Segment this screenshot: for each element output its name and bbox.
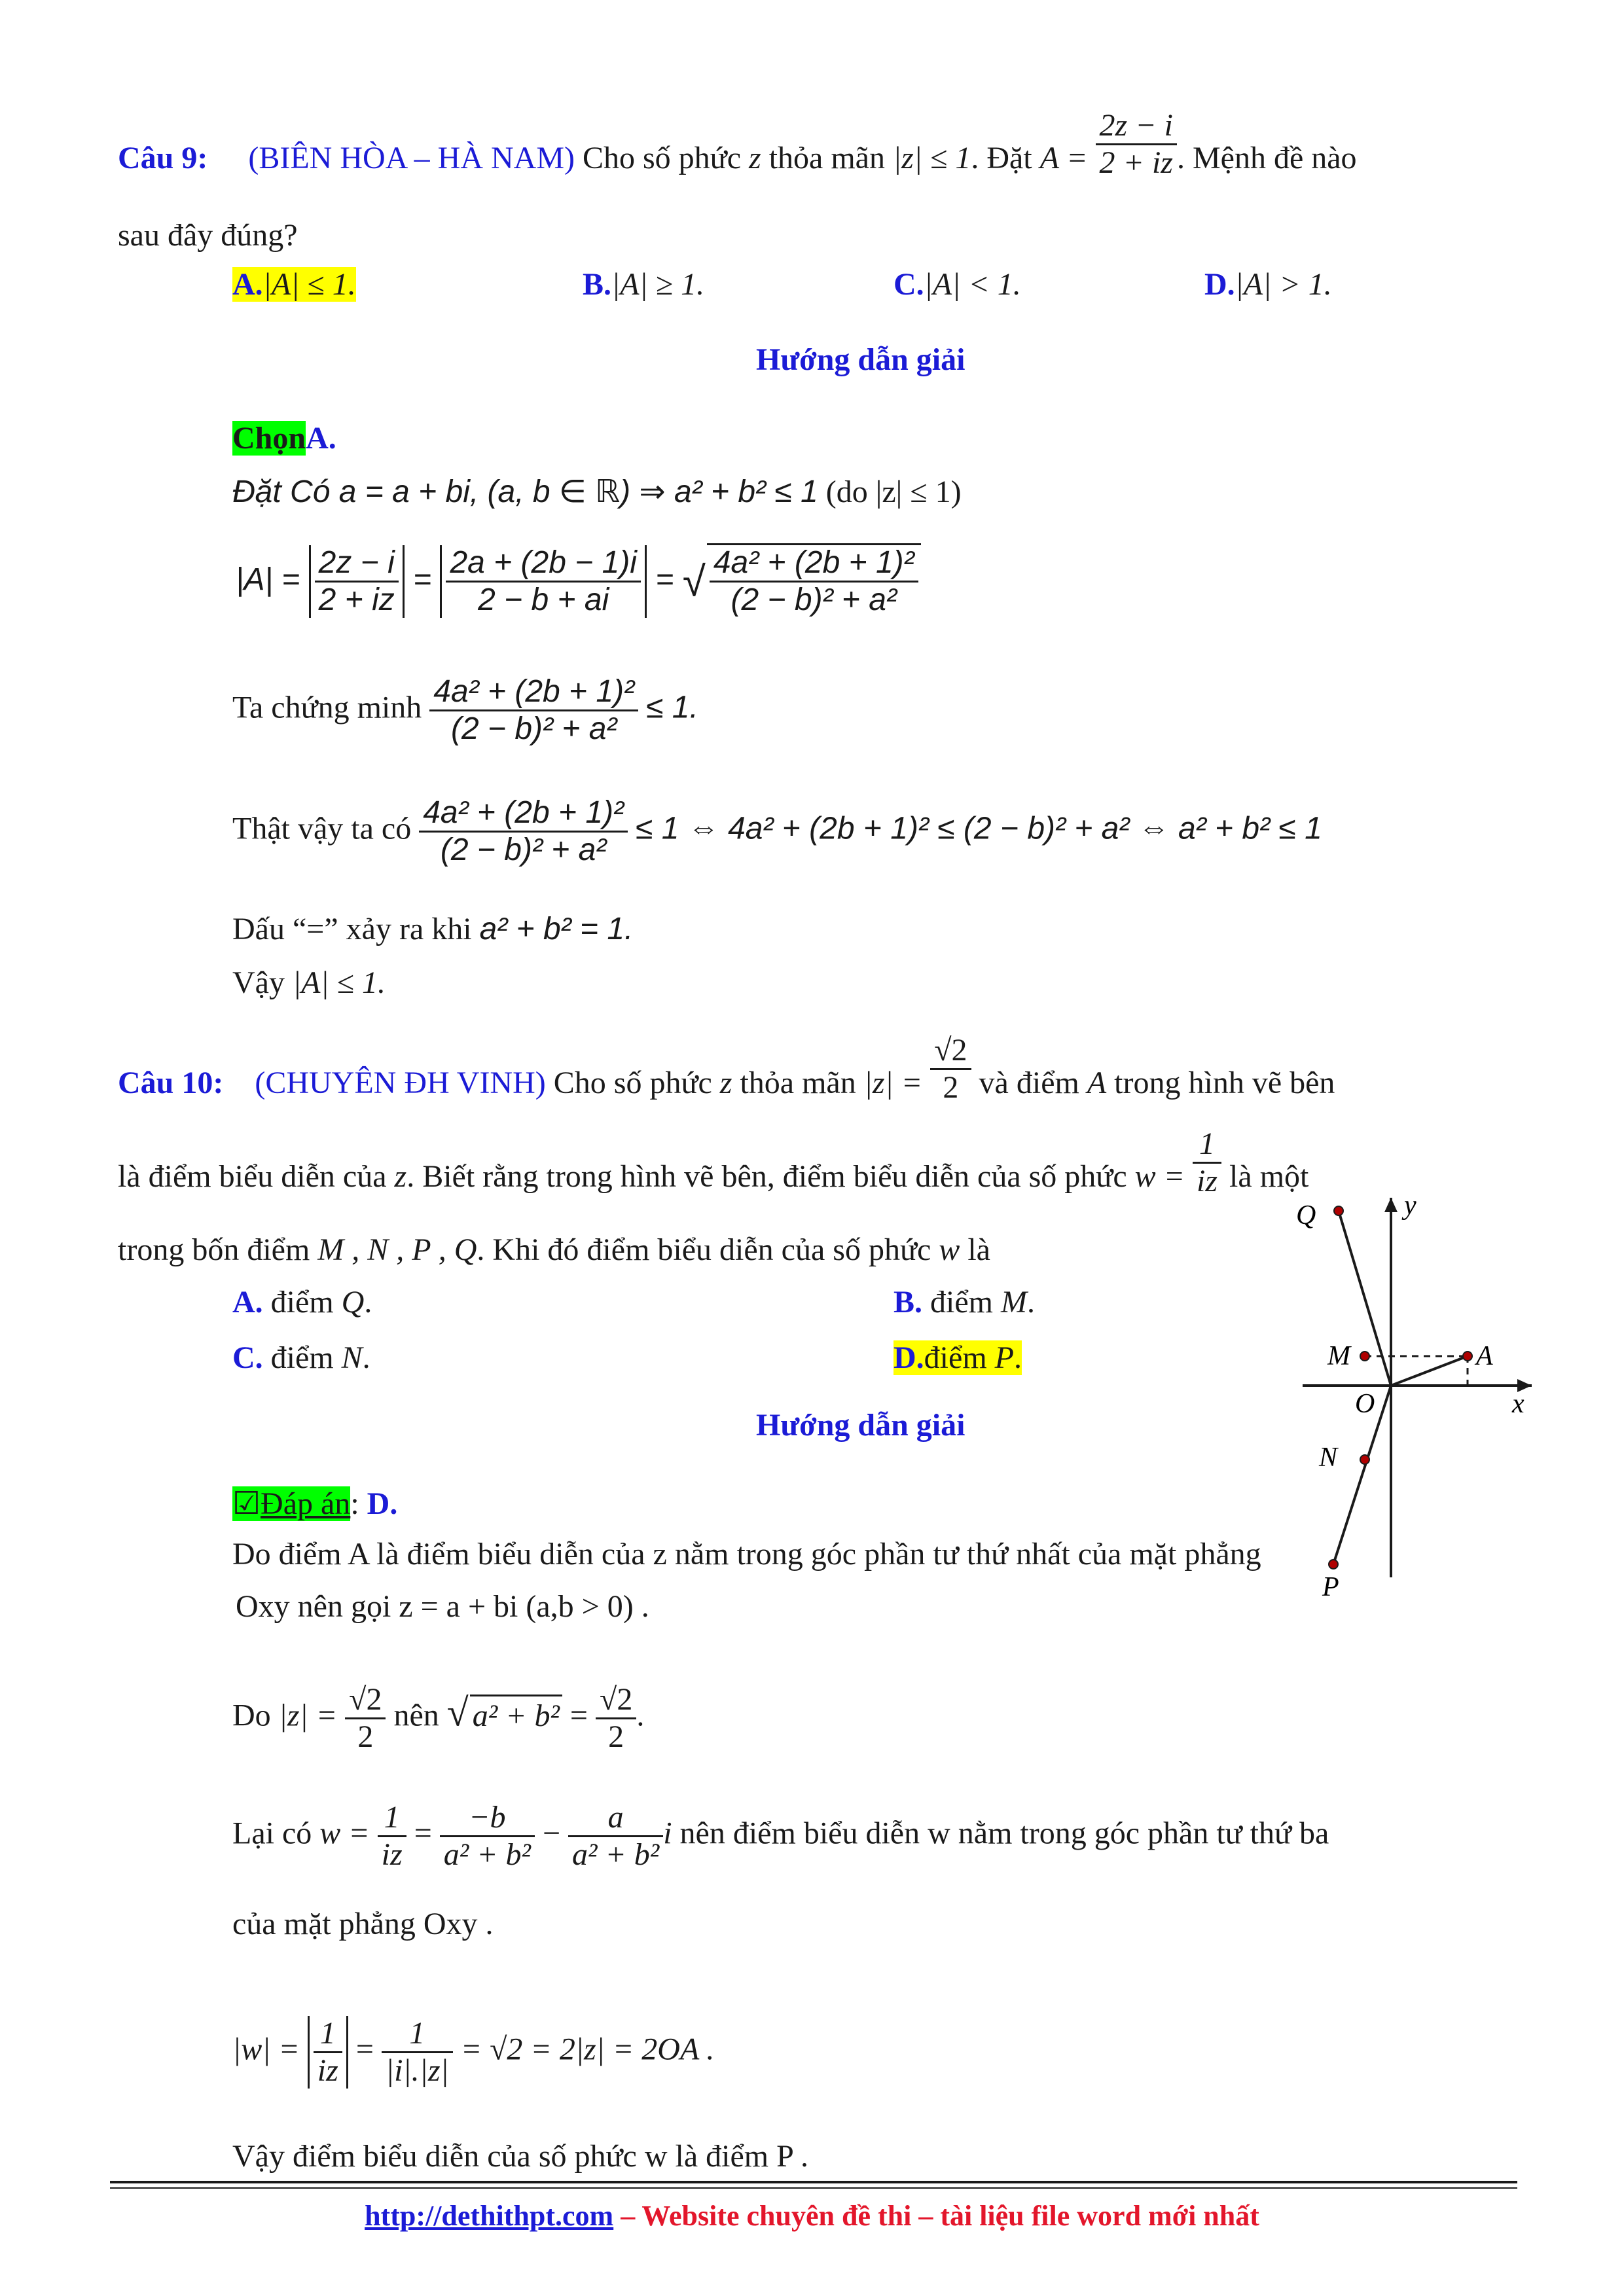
point-P [1329, 1560, 1338, 1569]
q9-line1 [118, 108, 1357, 181]
q9-text4: . Mệnh đề nào [1176, 141, 1357, 175]
checkbox-icon: ☑ [232, 1486, 261, 1521]
q10-sol-line1: Do điểm A là điểm biểu diễn của z nằm trong góc phần tư thứ nhất của mặt phẳng [232, 1537, 1261, 1571]
label-P: P [1322, 1572, 1339, 1602]
q9-label: Câu 9: [118, 141, 208, 175]
q10-sol-line1b: Oxy nên gọi z = a + bi (a,b > 0) . [236, 1589, 649, 1624]
q10-sol-line3c: của mặt phẳng Oxy . [232, 1907, 494, 1941]
q10-line3: trong bốn điểm M , N , P , Q. Khi đó điểm biểu diễn của số phức w là [118, 1232, 990, 1267]
q9-A-eq: A = [1039, 141, 1088, 175]
footer [0, 2199, 1624, 2233]
q9-sol-line4: Thật vậy ta có $\frac{\text{4a² + (2b + 1)²}}{\text{(2 − b)² + a²}}$ ≤ 1 ⇔ 4a² + (2b + 1)² ≤ (2 − b)² + a² ⇔ a² + b² ≤ 1 [232, 795, 1322, 867]
footer-text: – Website chuyên đề thi – tài liệu file word mới nhất [613, 2200, 1259, 2232]
q9-choose: ChọnA. [232, 421, 336, 456]
q10-option-c: C. điểm N. [232, 1340, 370, 1375]
label-x: x [1512, 1389, 1525, 1419]
q9-option-d: D.|A| > 1. [1204, 267, 1332, 302]
label-y: y [1404, 1191, 1416, 1221]
q9-option-b: B.|A| ≥ 1. [583, 267, 705, 302]
q9-sol-line6: Vậy |A| ≤ 1. [232, 965, 386, 1000]
footer-link[interactable]: http://dethithpt.com [365, 2200, 614, 2232]
q9-option-c: C.|A| < 1. [893, 267, 1021, 302]
q10-sol-line2: Do |z| = $\frac{√2}{2}$ nên √ a² + b² = $\frac{√2}{2}$ . [232, 1682, 645, 1754]
q9-fraction: $\frac{2z - i}{2 + iz}$ [1096, 108, 1177, 181]
q10-sol-line3: Lại có w = $\frac{1}{iz}$ = $\frac{-b}{\text{a² + b²}}$ − $\frac{a}{\text{a² + b²}}$ i nên điểm biểu diễn w nằm trong góc phần tư thứ ba [232, 1800, 1329, 1872]
label-Q: Q [1296, 1200, 1316, 1230]
q9-sol-line1: Đặt Có a = a + bi, (a, b ∈ ℝ) ⇒ a² + b² ≤ 1 (do |z| ≤ 1) [232, 475, 962, 509]
q9-option-a: A.|A| ≤ 1. [232, 267, 356, 302]
point-N [1360, 1455, 1369, 1464]
point-A [1463, 1352, 1472, 1361]
q9-z: z [749, 141, 761, 175]
label-M: M [1327, 1341, 1350, 1371]
q9-sol-line3: Ta chứng minh $\frac{\text{4a² + (2b + 1)²}}{\text{(2 − b)² + a²}}$ ≤ 1. [232, 674, 698, 746]
q10-option-d: D.điểm P. [893, 1340, 1022, 1375]
label-A: A [1476, 1341, 1493, 1371]
q10-option-b: B. điểm M. [893, 1285, 1035, 1319]
q9-sol-line2: |A| = $\frac{2z - i}{2 + iz}$ = $\frac{2a + (2b - 1)i}{2 - b + ai}$ = √ $\frac{\text{4a² + (2b + 1)²}}{\text{(2 − b)² + a²}}$ [236, 543, 921, 618]
q9-text3: . Đặt [971, 141, 1032, 175]
q10-answer: ☑Đáp án: D. [232, 1486, 398, 1521]
q9-text1: Cho số phức [582, 141, 741, 175]
q10-guide-heading: Hướng dẫn giải [756, 1408, 965, 1443]
footer-rule-thin [110, 2187, 1517, 2189]
q10-option-a: A. điểm Q. [232, 1285, 372, 1319]
y-axis-arrow-icon [1384, 1198, 1398, 1212]
q9-cond: |z| ≤ 1 [892, 141, 971, 175]
q9-guide-heading: Hướng dẫn giải [756, 342, 965, 377]
q9-line2: sau đây đúng? [118, 218, 298, 253]
point-M [1360, 1352, 1369, 1361]
q10-sol-line4: |w| = $\frac{1}{iz}$ = $\frac{1}{|i|.|z|}$ = √2 = 2|z| = 2OA . [232, 2016, 715, 2088]
q9-source: (BIÊN HÒA – HÀ NAM) [248, 141, 575, 175]
q10-line2: là điểm biểu diễn của z. Biết rằng trong hình vẽ bên, điểm biểu diễn của số phức w = $\frac{1}{iz}$ là một [118, 1126, 1309, 1199]
footer-rule-thick [110, 2181, 1517, 2183]
point-Q [1334, 1206, 1343, 1215]
label-O: O [1355, 1389, 1375, 1419]
complex-plane-figure [1283, 1185, 1545, 1610]
segment-OA [1391, 1356, 1468, 1386]
label-N: N [1319, 1443, 1338, 1473]
q9-text2: thỏa mãn [768, 141, 885, 175]
q9-sol-line5: Dấu “=” xảy ra khi a² + b² = 1. [232, 912, 634, 946]
q10-line1: Câu 10: (CHUYÊN ĐH VINH) Cho số phức z thỏa mãn |z| = $\frac{√2}{2}$ và điểm A trong hình vẽ bên [118, 1033, 1335, 1105]
q10-sol-line5: Vậy điểm biểu diễn của số phức w là điểm P . [232, 2139, 809, 2174]
